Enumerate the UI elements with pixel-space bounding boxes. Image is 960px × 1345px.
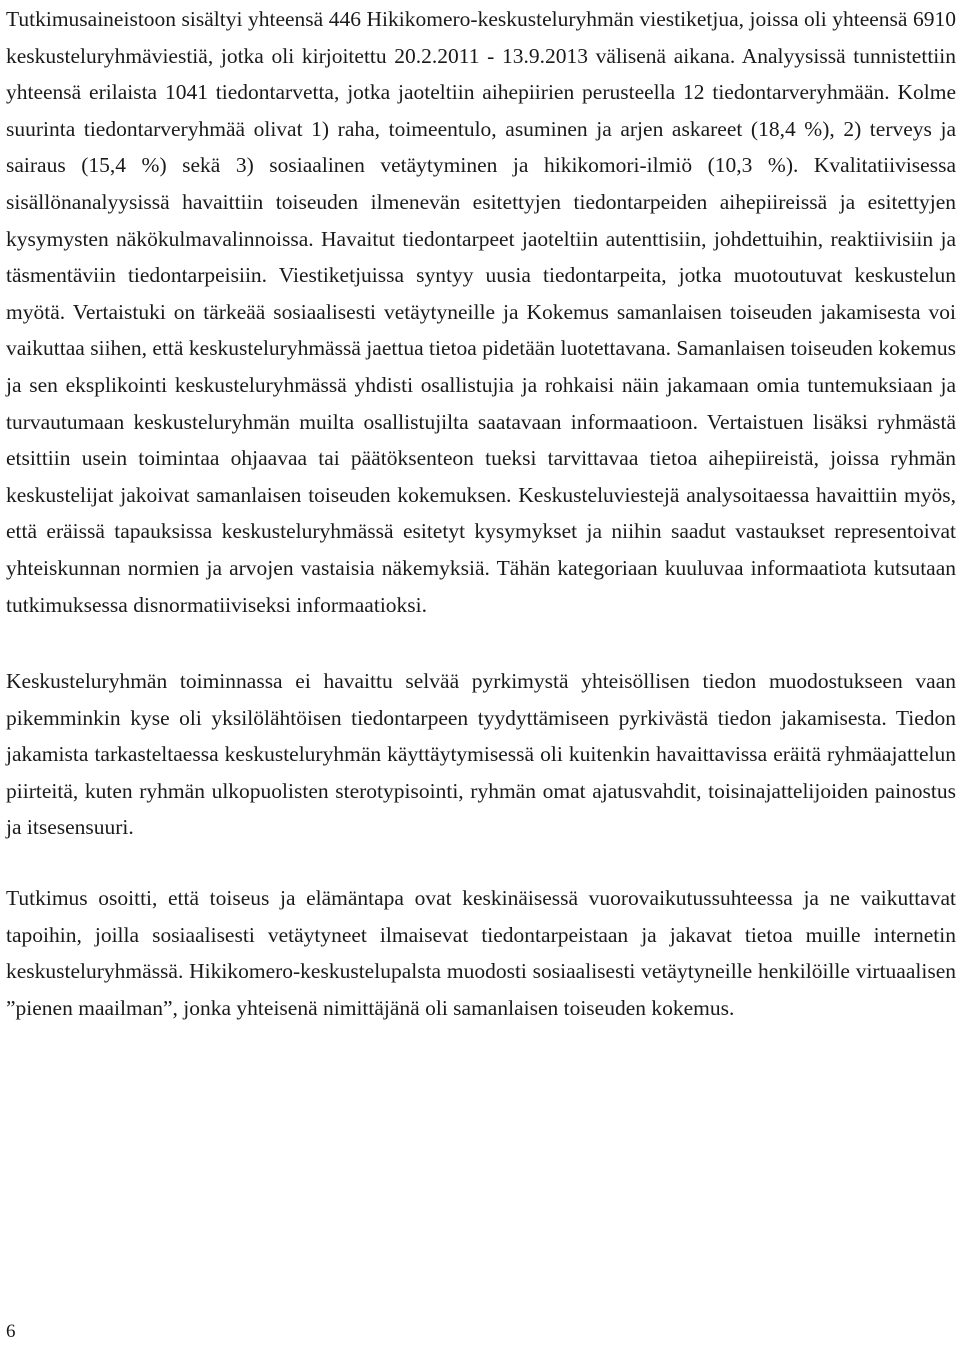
page-number: 6: [6, 1321, 16, 1342]
body-paragraph-1: Tutkimusaineistoon sisältyi yhteensä 446 Hikikomero-keskusteluryhmän viestiketjua, joissa oli yhteensä 6910 keskusteluryhmäviestiä, jotka oli kirjoitettu 20.2.2011 - 13.9.2013 välisenä aikana. Analyysissä tunnistettiin yhteensä erilaista 1041 tiedontarvetta, jotka jaoteltiin aihepiirien perusteella 12 tiedontarveryhmään. Kolme suurinta tiedontarveryhmää olivat 1) raha, toimeentulo, asuminen ja arjen askareet (18,4 %), 2) terveys ja sairaus (15,4 %) sekä 3) sosiaalinen vetäytyminen ja hikikomori-ilmiö (10,3 %). Kvalitatiivisessa sisällönanalyysissä havaittiin toiseuden ilmenevän esitettyjen tiedontarpeiden aihepiireissä ja esitettyjen kysymysten näkökulmavalinnoissa. Havaitut tiedontarpeet jaoteltiin autenttisiin, johdettuihin, reaktiivisiin ja täsmentäviin tiedontarpeisiin. Viestiketjuissa syntyy uusia tiedontarpeita, jotka muotoutuvat keskustelun myötä. Vertaistuki on tärkeää sosiaalisesti vetäytyneille ja Kokemus samanlaisen toiseuden jakamisesta voi vaikuttaa siihen, että keskusteluryhmässä jaettua tietoa pidetään luotettavana. Samanlaisen toiseuden kokemus ja sen eksplikointi keskusteluryhmässä yhdisti osallistujia ja rohkaisi näin jakamaan omia tuntemuksiaan ja turvautumaan keskusteluryhmän muilta osallistujilta saatavaan informaatioon. Vertaistuen lisäksi ryhmästä etsittiin usein toimintaa ohjaavaa tai päätöksenteon tueksi tarvittavaa tietoa aihepiireistä, joissa ryhmän keskustelijat jakoivat samanlaisen toiseuden kokemuksen. Keskusteluviestejä analysoitaessa havaittiin myös, että eräissä tapauksissa keskusteluryhmässä esitetyt kysymykset ja niihin saadut vastaukset representoivat yhteiskunnan normien ja arvojen vastaisia näkemyksiä. Tähän kategoriaan kuuluvaa informaatiota kutsutaan tutkimuksessa disnormatiiviseksi informaatioksi.: [6, 7, 956, 617]
body-paragraph-3: Tutkimus osoitti, että toiseus ja elämäntapa ovat keskinäisessä vuorovaikutussuhteessa ja ne vaikuttavat tapoihin, joilla sosiaalisesti vetäytyneet ilmaisevat tiedontarpeistaan ja jakavat tietoa muille internetin keskusteluryhmässä. Hikikomero-keskustelupalsta muodosti sosiaalisesti vetäytyneille henkilöille virtuaalisen ”pienen maailman”, jonka yhteisenä nimittäjänä oli samanlaisen toiseuden kokemus.: [6, 886, 956, 1020]
document-page: [6, 0, 956, 1026]
body-paragraph-2: Keskusteluryhmän toiminnassa ei havaittu selvää pyrkimystä yhteisöllisen tiedon muodostukseen vaan pikemminkin kyse oli yksilölähtöisen tiedontarpeen tyydyttämiseen pyrkivästä tiedon jakamisesta. Tiedon jakamista tarkasteltaessa keskusteluryhmän käyttäytymisessä oli kuitenkin havaittavissa eräitä ryhmäajattelun piirteitä, kuten ryhmän ulkopuolisten sterotypisointi, ryhmän omat ajatusvahdit, toisinajattelijoiden painostus ja itsesensuuri.: [6, 669, 956, 840]
